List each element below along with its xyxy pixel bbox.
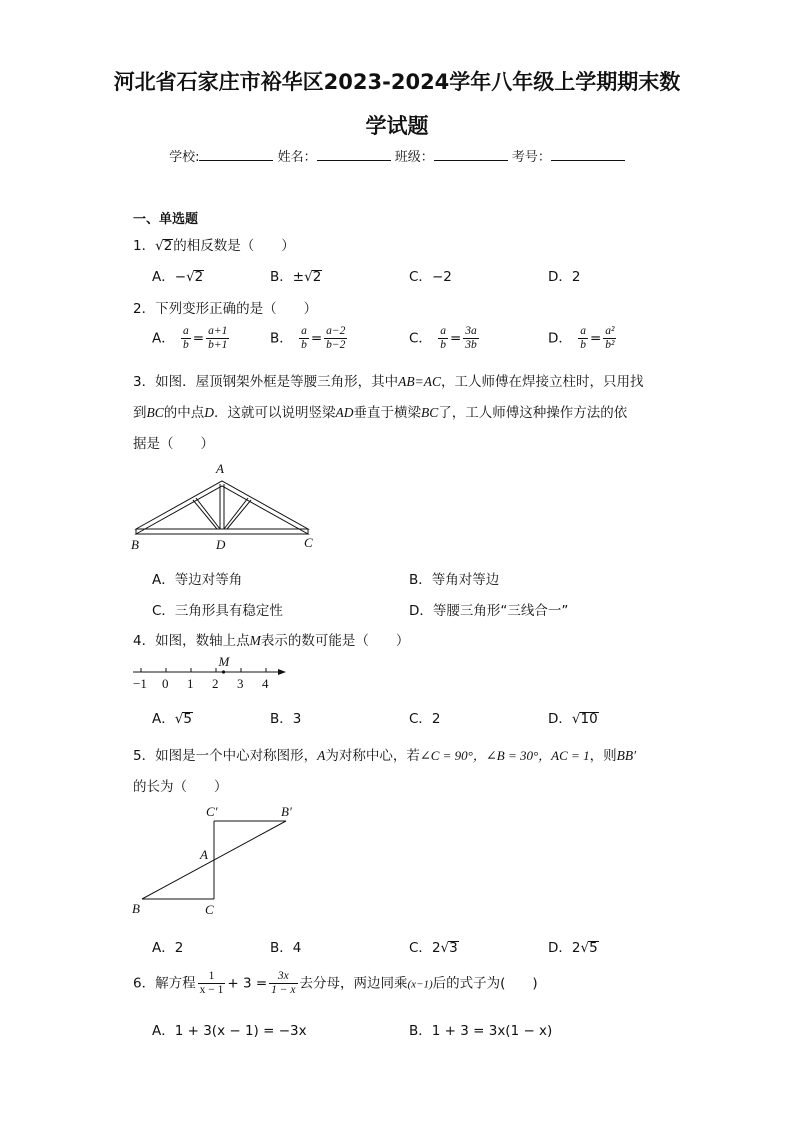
q3-label-c: C [304,535,313,550]
q4-tick-label-4: 3 [237,676,244,691]
q5-label-cprime: C′ [206,804,218,819]
q1-b-label: B． [270,269,293,285]
q5-stem-line1: 5．如图是一个中心对称图形，A为对称中心，若∠C = 90°，∠B = 30°，AC = 1，则BB′ [133,748,637,764]
q4-number-line [128,652,293,694]
q1-b-pm: ± [292,269,305,285]
number-blank[interactable] [551,148,625,161]
q4-tick-label-2: 1 [187,676,194,691]
student-info-line [0,146,794,165]
q5-label-b: B [132,901,140,916]
q1-d-label: D． [548,269,572,285]
q3-label-a: A [216,461,224,476]
q3-stem-line1: 3．如图．屋顶钢架外框是等腰三角形，其中AB=AC，工人师傅在焊接立柱时，只用找 [133,374,644,390]
page-title-line2: 学试题 [365,114,429,138]
q2-c-left-frac: $\frac{a}{b}$ [440,325,446,351]
q2-d-left-frac: $\frac{a}{b}$ [580,325,586,351]
number-label: 考号： [511,150,551,165]
class-blank[interactable] [434,148,508,161]
q3-label-b: B [131,537,139,552]
q6-frac-1: $\frac{1}{x - 1}$ [199,970,224,996]
q3-label-d: D [216,537,226,552]
q3-option-a[interactable]: A．等边对等角 [152,572,243,588]
q6-option-a[interactable]: A．1 + 3(x − 1) = −3x [152,1023,307,1039]
q1-a-label: A． [152,269,175,285]
q1-b-radicand: 2 [312,269,322,285]
q5-option-b[interactable]: B．4 [270,940,302,956]
q2-number: 2． [133,301,156,317]
class-label: 班级： [394,150,434,165]
q2-c-label: C． [409,330,432,347]
q5-figure [128,800,308,922]
q5-label-c: C [205,902,214,917]
name-blank[interactable] [317,148,391,161]
q3-stem-line3: 据是（ ） [133,436,214,452]
q4-tick-label-0: −1 [133,676,147,691]
q2-c-right-frac: $\frac{3a}{3b}$ [465,325,477,351]
q2-a-left-frac: $\frac{a}{b}$ [183,325,189,351]
q5-stem-line2: 的长为（ ） [133,779,228,795]
q3-truss-figure [128,458,328,554]
q1-number: 1． [133,238,156,254]
q2-b-label: B． [270,330,293,347]
q1-c-label: C． [409,269,432,285]
q6-option-b[interactable]: B．1 + 3 = 3x(1 − x) [409,1023,553,1039]
q6-stem: 6．解方程 $\frac{1}{x - 1}$ + 3 = $\frac{3x}{1 - x}$ 去分母，两边同乘(x−1)后的式子为( ) [133,970,538,996]
q4-tick-label-5: 4 [262,676,269,691]
q5-option-a[interactable]: A．2 [152,940,184,956]
q5-option-c[interactable]: C．2√3 [409,940,458,956]
school-label: 学校: [169,150,200,165]
q4-stem: 4．如图，数轴上点M表示的数可能是（ ） [133,633,410,649]
q4-point-m [222,670,225,673]
q1-a-minus: − [174,269,187,285]
q3-option-b[interactable]: B．等角对等边 [409,572,500,588]
q3-option-d[interactable]: D．等腰三角形“三线合一” [409,603,569,619]
page-title-line1: 河北省石家庄市裕华区2023-2024学年八年级上学期期末数 [113,70,681,94]
q2-a-right-frac: $\frac{a+1}{b+1}$ [208,325,228,351]
q2-option-b[interactable]: B． $\frac{a}{b}$ = $\frac{a-2}{b-2}$ [270,325,346,351]
q1-stem [133,234,295,254]
q1-option-c[interactable] [409,265,452,285]
q1-sqrt-symbol: √ [155,238,164,254]
q2-a-label: A． [152,330,175,347]
q2-stem-text: 下列变形正确的是（ ） [155,301,318,317]
q4-tick-label-3: 2 [212,676,219,691]
q5-option-d[interactable]: D．2√5 [548,940,598,956]
school-blank[interactable] [199,148,273,161]
section-heading: 一、单选题 [133,212,199,227]
q4-option-b[interactable]: B．3 [270,711,302,727]
q2-b-right-frac: $\frac{a-2}{b-2}$ [326,325,346,351]
q1-a-radicand: 2 [194,269,204,285]
q2-option-c[interactable]: C． $\frac{a}{b}$ = $\frac{3a}{3b}$ [409,325,477,351]
q2-b-left-frac: $\frac{a}{b}$ [301,325,307,351]
q5-label-a: A [200,847,208,862]
q1-option-b[interactable]: B．±√2 [270,269,322,285]
q4-label-m: M [218,654,230,669]
q1-option-a[interactable]: A．−√2 [152,269,204,285]
q3-stem-line2: 到BC的中点D．这就可以说明竖梁AD垂直于横梁BC了，工人师傅这种操作方法的依 [133,405,628,421]
q6-frac-2: $\frac{3x}{1 - x}$ [271,970,296,996]
q4-axis-arrow [278,669,286,675]
q2-option-a[interactable]: A． $\frac{a}{b}$ = $\frac{a+1}{b+1}$ [152,325,228,351]
q3-option-c[interactable]: C．三角形具有稳定性 [152,603,283,619]
q1-c-value: −2 [431,269,452,285]
q5-label-bprime: B′ [281,804,292,819]
q4-tick-label-1: 0 [162,676,169,691]
q2-d-right-frac: $\frac{\text{a²}}{\text{b²}}$ [605,325,615,351]
q1-radicand: 2 [163,238,173,254]
q1-stem-text: 的相反数是（ ） [173,238,295,254]
q1-option-d[interactable] [548,265,581,285]
q4-option-d[interactable]: D．√10 [548,711,598,727]
q2-option-d[interactable]: D． $\frac{a}{b}$ = $\frac{\text{a²}}{\text{b²}}$ [548,325,615,351]
q4-option-c[interactable]: C．2 [409,711,441,727]
q1-d-value: 2 [571,269,581,285]
q4-option-a[interactable]: A．√5 [152,711,192,727]
q2-stem [133,297,317,317]
q2-d-label: D． [548,330,572,347]
name-label: 姓名： [277,150,317,165]
